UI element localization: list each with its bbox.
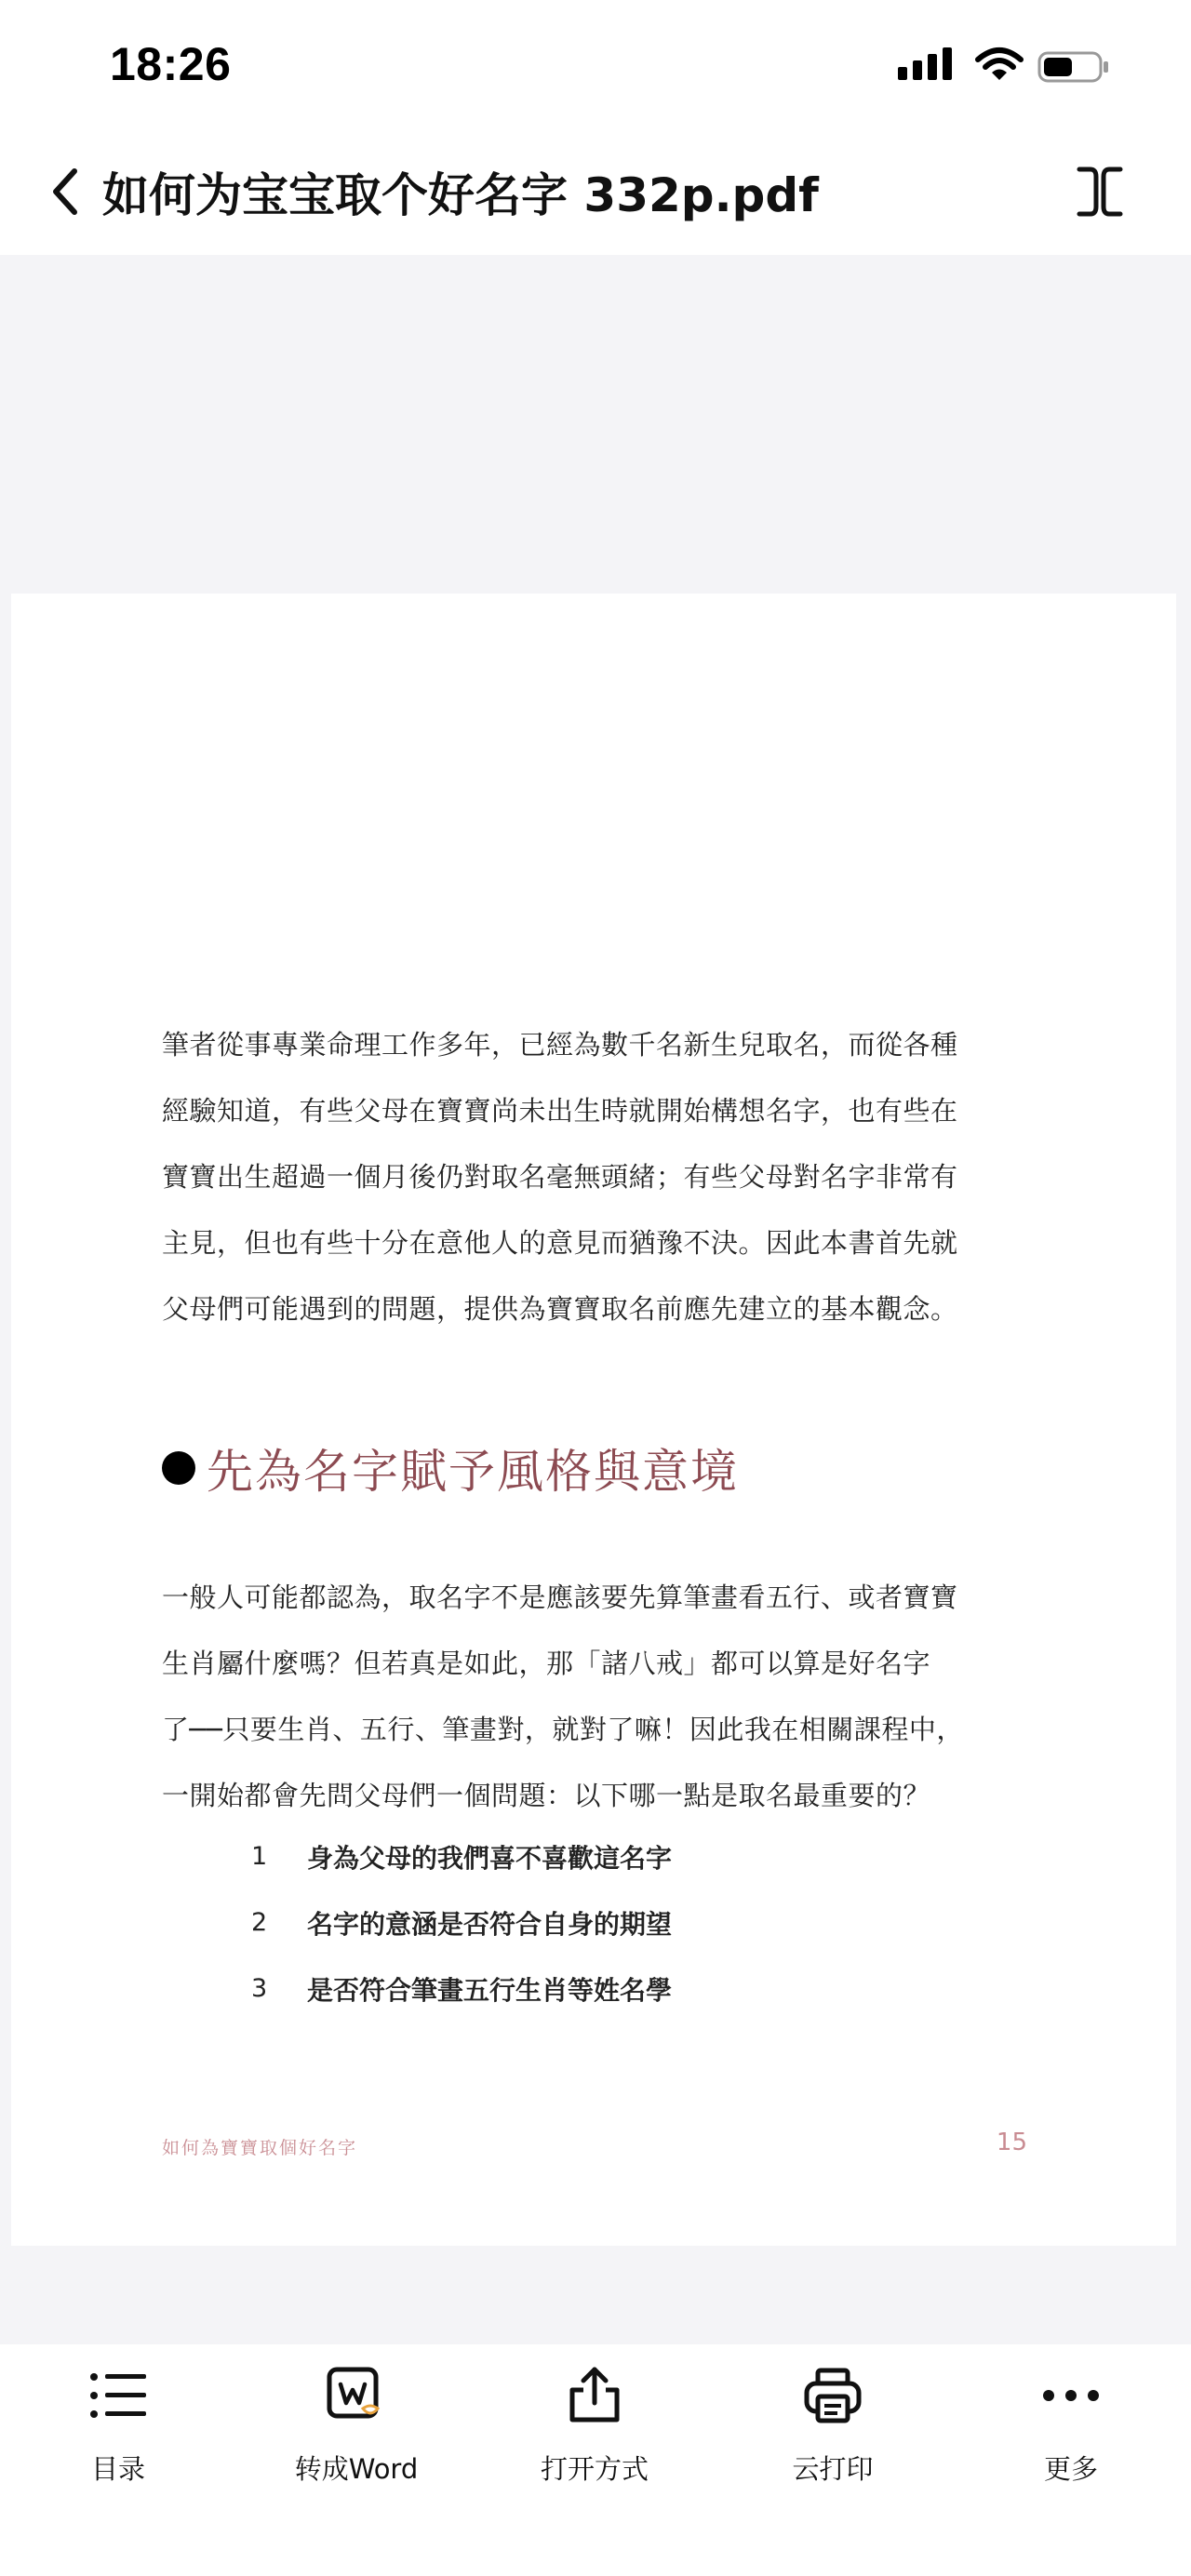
toc-label: 目录 xyxy=(90,2453,145,2485)
section-heading xyxy=(162,1431,739,1505)
document-title: 如何为宝宝取个好名字 332p.pdf xyxy=(102,168,819,222)
open-with-label: 打开方式 xyxy=(540,2453,649,2485)
convert-word-button[interactable] xyxy=(263,2363,449,2503)
wifi-icon xyxy=(974,47,1024,84)
list-index: 2 xyxy=(251,1908,268,1937)
list-item xyxy=(251,1823,672,1889)
text-line: 父母們可能遇到的問題，提供為寶寶取名前應先建立的基本觀念。 xyxy=(162,1293,958,1325)
list-text: 身為父母的我們喜不喜歡這名字 xyxy=(307,1842,673,1874)
text-line: 主見，但也有些十分在意他人的意見而猶豫不決。因此本書首先就 xyxy=(162,1227,958,1259)
nav-bar xyxy=(0,130,1191,255)
share-icon xyxy=(567,2366,622,2425)
cloud-print-button[interactable] xyxy=(740,2363,926,2503)
back-icon[interactable] xyxy=(47,164,84,220)
list-icon xyxy=(88,2369,148,2422)
bottom-toolbar xyxy=(0,2344,1191,2576)
text-line: 經驗知道，有些父母在寶寶尚未出生時就開始構想名字，也有些在 xyxy=(162,1095,958,1127)
numbered-list xyxy=(251,1823,672,2022)
list-index: 1 xyxy=(251,1842,268,1871)
page-footer-title: 如何為寶寶取個好名字 xyxy=(162,2138,358,2158)
open-with-button[interactable] xyxy=(502,2363,688,2503)
status-time: 18:26 xyxy=(110,38,232,90)
bullet-icon xyxy=(162,1451,195,1485)
text-line: 了──只要生肖、五行、筆畫對，就對了嘛！因此我在相關課程中， xyxy=(162,1714,964,1745)
text-line: 生肖屬什麼嗎？但若真是如此，那「諸八戒」都可以算是好名字 xyxy=(162,1648,931,1679)
heading-text: 先為名字賦予風格與意境 xyxy=(207,1445,739,1499)
text-line: 一般人可能都認為，取名字不是應該要先算筆畫看五行、或者寶寶 xyxy=(162,1582,958,1613)
text-line: 寶寶出生超過一個月後仍對取名毫無頭緒；有些父母對名字非常有 xyxy=(162,1161,958,1193)
more-button[interactable] xyxy=(978,2363,1164,2503)
more-label: 更多 xyxy=(1043,2453,1098,2485)
status-icons xyxy=(898,47,1121,89)
convert-word-label: 转成Word xyxy=(294,2453,419,2485)
signal-icon xyxy=(898,47,957,84)
list-text: 名字的意涵是否符合自身的期望 xyxy=(307,1908,673,1940)
list-index: 3 xyxy=(251,1974,268,2003)
cloud-print-label: 云打印 xyxy=(792,2453,874,2485)
text-line: 一開始都會先問父母們一個問題：以下哪一點是取名最重要的？ xyxy=(162,1780,931,1811)
more-icon xyxy=(1041,2386,1101,2405)
printer-icon xyxy=(803,2367,863,2424)
page-number: 15 xyxy=(996,2129,1027,2156)
status-bar xyxy=(0,0,1191,130)
word-convert-icon xyxy=(326,2366,387,2425)
fullscreen-toggle-icon[interactable] xyxy=(1074,164,1126,220)
text-line: 筆者從事專業命理工作多年，已經為數千名新生兒取名，而從各種 xyxy=(162,1029,958,1061)
document-viewport[interactable] xyxy=(0,255,1191,2344)
toc-button[interactable] xyxy=(25,2363,211,2503)
pdf-page xyxy=(11,594,1176,2246)
list-item xyxy=(251,1955,672,2022)
paragraph-body xyxy=(162,1565,1055,1829)
paragraph-intro xyxy=(162,1012,1055,1342)
list-text: 是否符合筆畫五行生肖等姓名學 xyxy=(307,1974,673,2006)
list-item xyxy=(251,1889,672,1955)
battery-icon xyxy=(1037,50,1112,84)
